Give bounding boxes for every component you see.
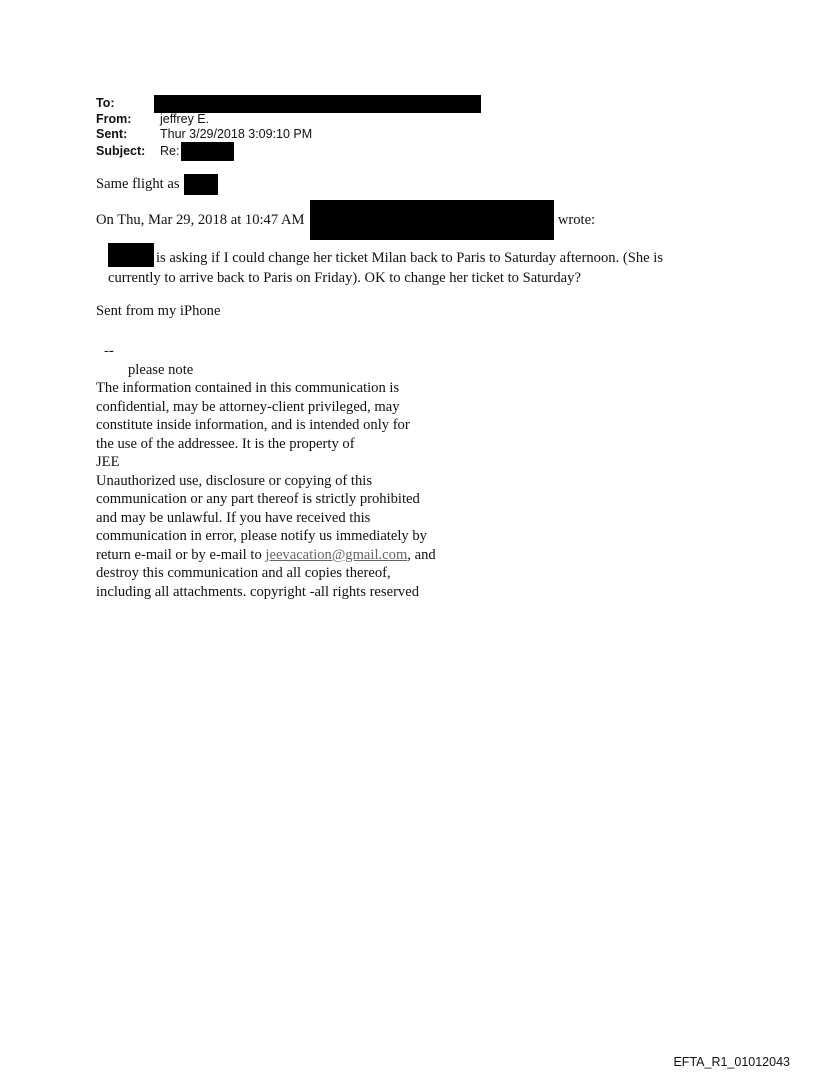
from-label: From: (96, 111, 132, 126)
to-row (96, 96, 481, 112)
disclaimer-line: the use of the addressee. It is the property of (96, 435, 355, 452)
disclaimer-email-prefix: return e-mail or by e-mail to (96, 546, 262, 563)
reply-line (96, 174, 218, 195)
disclaimer-title: please note (128, 361, 194, 378)
sent-row (96, 127, 481, 143)
to-label: To: (96, 96, 115, 110)
quoted-line-2: currently to arrive back to Paris on Friday). OK to change her ticket to Saturday? (108, 270, 581, 286)
disclaimer-separator: -- (104, 343, 114, 359)
email-link[interactable]: jeevacation@gmail.com (265, 546, 408, 563)
document-id: EFTA_R1_01012043 (673, 1055, 790, 1069)
disclaimer-line: constitute inside information, and is intended only for (96, 417, 410, 433)
quoted-line-1: is asking if I could change her ticket Milan back to Paris to Saturday afternoon. (She is (156, 250, 664, 266)
from-row (96, 112, 481, 128)
quoted-message (108, 243, 728, 288)
reply-redaction (184, 174, 218, 195)
disclaimer-line: communication or any part thereof is strictly prohibited (96, 491, 420, 507)
quote-intro-line (96, 200, 595, 240)
sent-label: Sent: (96, 127, 128, 141)
email-header (96, 96, 481, 161)
to-redaction (154, 95, 481, 113)
disclaimer-line-email (96, 546, 436, 565)
disclaimer-email-suffix: , and (407, 546, 436, 563)
reply-text: Same flight as (96, 175, 180, 192)
subject-redaction (181, 142, 234, 161)
disclaimer-line: The information contained in this communication is (96, 380, 400, 396)
disclaimer-line: Unauthorized use, disclosure or copying of this (96, 472, 373, 489)
disclaimer-line: communication in error, please notify us immediately by (96, 528, 427, 544)
from-value: jeffrey E. (160, 111, 210, 126)
confidentiality-disclaimer (96, 343, 436, 601)
disclaimer-line: JEE (96, 454, 120, 470)
sent-value: Thur 3/29/2018 3:09:10 PM (160, 127, 313, 141)
quote-wrote: wrote: (557, 211, 596, 228)
disclaimer-line: and may be unlawful. If you have received this (96, 509, 371, 526)
quote-intro: On Thu, Mar 29, 2018 at 10:47 AM (96, 211, 305, 228)
signature-device: Sent from my iPhone (96, 303, 221, 319)
subject-prefix: Re: (160, 143, 180, 158)
subject-row (96, 143, 481, 161)
sender-redaction (310, 200, 554, 240)
disclaimer-line: confidential, may be attorney-client privileged, may (96, 398, 400, 415)
disclaimer-line: destroy this communication and all copies thereof, (96, 565, 391, 581)
subject-label: Subject: (96, 143, 146, 158)
disclaimer-line: including all attachments. copyright -all rights reserved (96, 583, 419, 600)
quoted-name-redaction (108, 243, 154, 267)
